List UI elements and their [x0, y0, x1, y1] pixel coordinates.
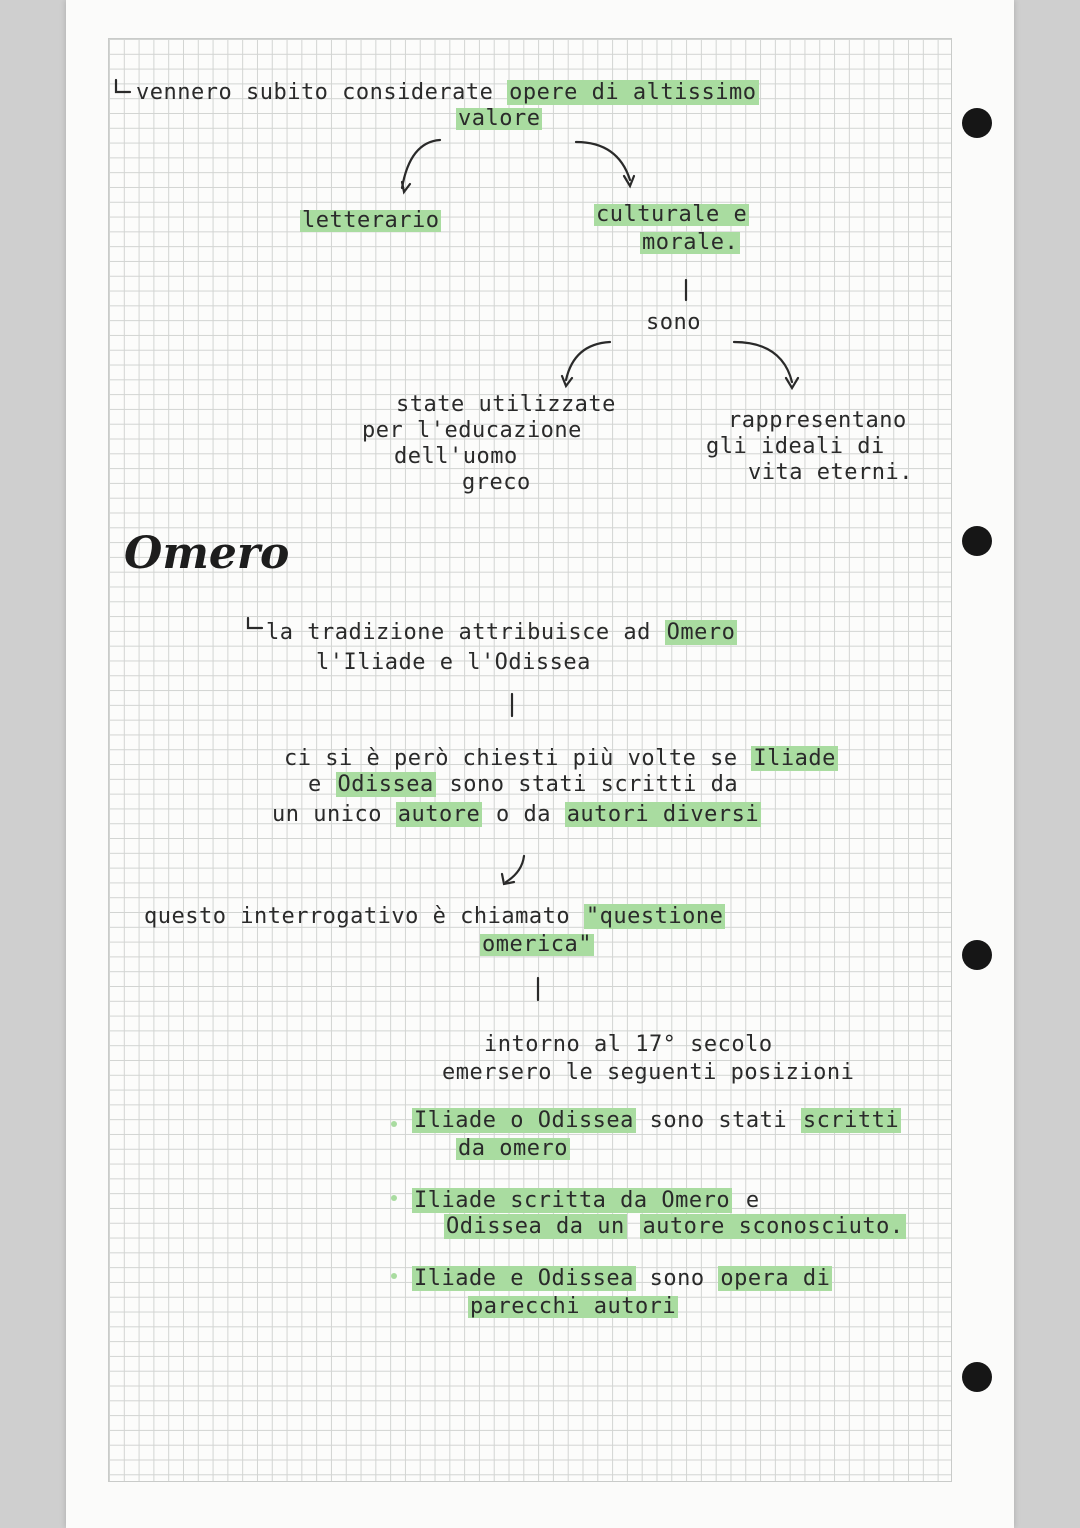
highlighted-text: parecchi autori: [470, 1294, 677, 1319]
note-text: tradizione attribuisce ad: [307, 620, 651, 645]
note-text: intorno al 17° secolo: [484, 1032, 773, 1057]
highlighted-text: Odissea: [337, 772, 434, 797]
note-text: rappresentano: [728, 408, 907, 433]
note-text: state utilizzate: [396, 392, 616, 417]
note-text: o da: [495, 802, 551, 827]
note-text: vennero subito considerate: [136, 80, 494, 105]
highlighted-text: autore sconosciuto.: [642, 1214, 904, 1239]
note-line: [272, 804, 761, 826]
branch-letterario: letterario: [302, 208, 440, 233]
note-text: un unico: [272, 802, 382, 827]
note-text: sono stati: [649, 1108, 788, 1133]
highlighted-text: Omero: [666, 620, 736, 645]
note-text: emersero le seguenti posizioni: [442, 1060, 855, 1085]
branch-culturale: culturale e: [596, 202, 748, 227]
binder-hole: [962, 1362, 992, 1392]
note-text: e: [308, 772, 322, 797]
note-line: [308, 774, 738, 796]
position-item: [412, 1190, 760, 1212]
note-text: vita eterni.: [748, 460, 913, 485]
note-line: [444, 1216, 906, 1238]
position-item: [412, 1268, 832, 1290]
note-text: la: [266, 620, 294, 645]
highlighted-text: valore: [458, 106, 541, 131]
note-text: per l'educazione: [362, 418, 582, 443]
highlighted-text: da omero: [458, 1136, 568, 1161]
highlighted-text: autore: [397, 802, 481, 827]
highlighted-text: opere di altissimo: [509, 80, 757, 105]
note-text: ci si è però chiesti più volte se: [284, 746, 738, 771]
note-text: dell'uomo: [394, 444, 518, 469]
highlighted-text: Odissea da un: [446, 1214, 625, 1239]
note-text: sono stati scritti da: [449, 772, 739, 797]
branch-morale: morale.: [642, 230, 739, 255]
highlighted-text: scritti: [802, 1108, 900, 1133]
highlighted-text: Iliade e Odissea: [414, 1266, 634, 1291]
note-text: sono: [649, 1266, 705, 1291]
highlighted-text: opera di: [720, 1266, 831, 1291]
note-text: l'Iliade e l'Odissea: [316, 650, 591, 675]
note-line: [144, 906, 725, 928]
note-line: [136, 82, 759, 104]
highlighted-text: autori diversi: [566, 802, 760, 827]
note-text: greco: [462, 470, 531, 495]
highlighted-text: "questione: [585, 904, 724, 929]
binder-hole: [962, 108, 992, 138]
note-text: gli ideali di: [706, 434, 885, 459]
binder-hole: [962, 940, 992, 970]
highlighted-text: omerica": [482, 932, 592, 957]
highlighted-text: Iliade o Odissea: [414, 1108, 634, 1133]
connector-text: sono: [646, 310, 701, 335]
section-title: Omero: [124, 528, 290, 579]
note-text: e: [745, 1188, 760, 1213]
note-text: questo interrogativo è chiamato: [144, 904, 571, 929]
position-item: [412, 1110, 901, 1132]
note-line: [284, 748, 838, 770]
note-line: [266, 622, 737, 644]
highlighted-text: Iliade scritta da Omero: [414, 1188, 731, 1213]
binder-hole: [962, 526, 992, 556]
highlighted-text: Iliade: [753, 746, 836, 771]
